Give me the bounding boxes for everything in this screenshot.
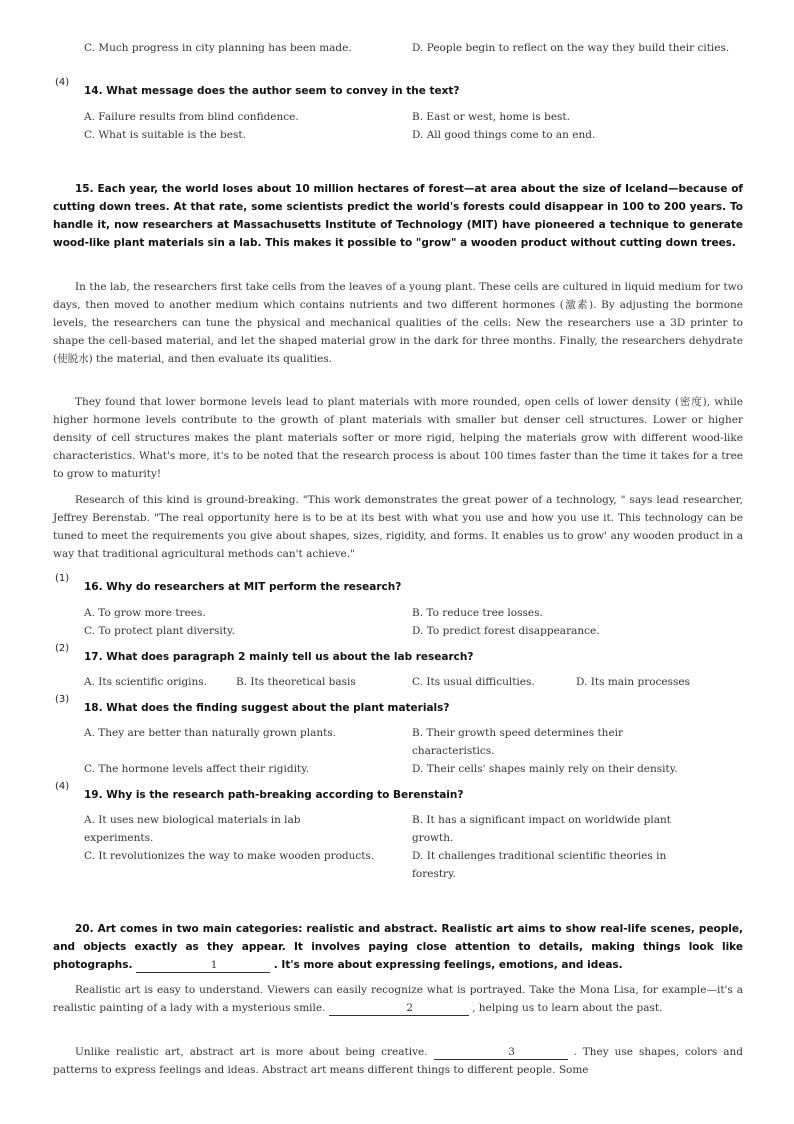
option-c: C. Much progress in city planning has been made. — [84, 42, 352, 54]
option-c: C. It revolutionizes the way to make wooden products. — [84, 850, 375, 862]
passage-20-intro-end: . It's more about expressing feelings, emotions, and ideas. — [273, 959, 623, 971]
option-a: A. Failure results from blind confidence. — [84, 111, 299, 123]
passage-15-paragraph-3: They found that lower bormone levels lead to plant materials with more rounded, open cells of lower density (密度), while higher hormone levels contribute to the growth of plant materials with smaller but denser cell structures. Lower or higher density of cell structures makes the plant materials softer or more rigid, helping the materials grow with different wood-like characteristics. What's more, it's to be noted that the research process is about 100 times faster than the time it takes for a tree to grow to maturity! — [53, 396, 743, 480]
option-row — [84, 108, 744, 126]
passage-20-paragraph-2 — [53, 981, 743, 1017]
option-d: D. It challenges traditional scientific theories in forestry. — [412, 850, 667, 880]
question-number: (2) — [55, 643, 70, 654]
option-b: B. It has a significant impact on worldwide plant growth. — [412, 814, 671, 844]
option-d: D. To predict forest disappearance. — [412, 625, 600, 637]
question-number: (3) — [55, 694, 70, 705]
option-row — [84, 126, 744, 144]
option-row — [84, 673, 744, 691]
option-b: B. To reduce tree losses. — [412, 607, 543, 619]
option-c: C. The hormone levels affect their rigidity. — [84, 763, 310, 775]
option-row — [84, 604, 744, 622]
option-d: D. All good things come to an end. — [412, 129, 596, 141]
option-row — [84, 622, 744, 640]
question-14-text: 14. What message does the author seem to convey in the text? — [84, 85, 460, 97]
blank-2[interactable]: 2 — [329, 1001, 469, 1016]
question-17-text: 17. What does paragraph 2 mainly tell us about the lab research? — [84, 651, 474, 663]
passage-20-intro — [53, 920, 743, 974]
option-row — [84, 39, 744, 57]
paragraph-2-start: Realistic art is easy to understand. Viewers can easily recognize what is portrayed. Take the Mona Lisa, for example—it's a realistic painting of a lady with a mysterious smile. — [53, 984, 743, 1014]
option-c: C. Its usual difficulties. — [412, 676, 535, 688]
paragraph-2-end: , helping us to learn about the past. — [472, 1002, 663, 1014]
option-a: A. They are better than naturally grown plants. — [84, 727, 337, 739]
paragraph-3-start: Unlike realistic art, abstract art is more about being creative. — [75, 1046, 428, 1058]
passage-20-intro-start: 20. Art comes in two main categories: realistic and abstract. Realistic art aims to show real-life scenes, people, and objects exactly as they appear. It involves paying close attention to details, making things look like photographs. — [53, 923, 743, 971]
option-a: A. To grow more trees. — [84, 607, 206, 619]
option-row — [84, 811, 744, 847]
option-a: A. Its scientific origins. — [84, 676, 208, 688]
option-d: D. Its main processes — [576, 676, 691, 688]
blank-1[interactable]: 1 — [136, 958, 270, 973]
option-row — [84, 724, 744, 760]
option-b: B. Their growth speed determines their characteristics. — [412, 727, 624, 757]
passage-20-paragraph-3 — [53, 1043, 743, 1079]
option-row — [84, 847, 744, 883]
paragraph-3-end: . They use shapes, colors and patterns to express feelings and ideas. Abstract art means different things to different people. Some — [53, 1046, 743, 1076]
option-b: B. Its theoretical basis — [236, 676, 356, 688]
option-c: C. To protect plant diversity. — [84, 625, 235, 637]
passage-15-paragraph-4: Research of this kind is ground-breaking. "This work demonstrates the great power of a technology, " says lead researcher, Jeffrey Berenstab. "The real opportunity here is to be at its best with what you use and how you use it. This technology can be tuned to meet the requirements you give about shapes, sizes, rigidity, and forms. It enables us to grow' any wooden product in a way that traditional agricultural methods can't achieve." — [53, 494, 743, 560]
option-c: C. What is suitable is the best. — [84, 129, 246, 141]
question-19-text: 19. Why is the research path-breaking according to Berenstain? — [84, 789, 464, 801]
option-row — [84, 760, 744, 778]
question-number: (1) — [55, 573, 70, 584]
option-a: A. It uses new biological materials in lab experiments. — [84, 814, 301, 844]
question-18-text: 18. What does the finding suggest about the plant materials? — [84, 702, 450, 714]
passage-15-intro: 15. Each year, the world loses about 10 million hectares of forest—at area about the size of Iceland—because of cutting down trees. At that rate, some scientists predict the world's forests could disappear in 100 to 200 years. To handle it, now researchers at Massachusetts Institute of Technology (MIT) have pioneered a technique to generate wood-like plant materials sin a lab. This makes it possible to "grow" a wooden product without cutting down trees. — [53, 183, 743, 249]
question-number: (4) — [55, 77, 70, 88]
blank-3[interactable]: 3 — [434, 1045, 568, 1060]
option-d: D. People begin to reflect on the way they build their cities. — [412, 42, 730, 54]
option-b: B. East or west, home is best. — [412, 111, 570, 123]
question-number: (4) — [55, 781, 70, 792]
passage-15-paragraph-2: In the lab, the researchers first take cells from the leaves of a young plant. These cells are cultured in liquid medium for two days, then moved to another medium which contains nutrients and two different hormones (激素). By adjusting the bormone levels, the researchers can tune the physical and mechanical qualities of the cells: New the researchers use a 3D printer to shape the cell-based material, and let the shaped material grow in the dark for three months. Finally, the researchers dehydrate (使脱水) the material, and then evaluate its qualities. — [53, 281, 743, 365]
question-16-text: 16. Why do researchers at MIT perform the research? — [84, 581, 402, 593]
option-d: D. Their cells' shapes mainly rely on their density. — [412, 763, 678, 775]
